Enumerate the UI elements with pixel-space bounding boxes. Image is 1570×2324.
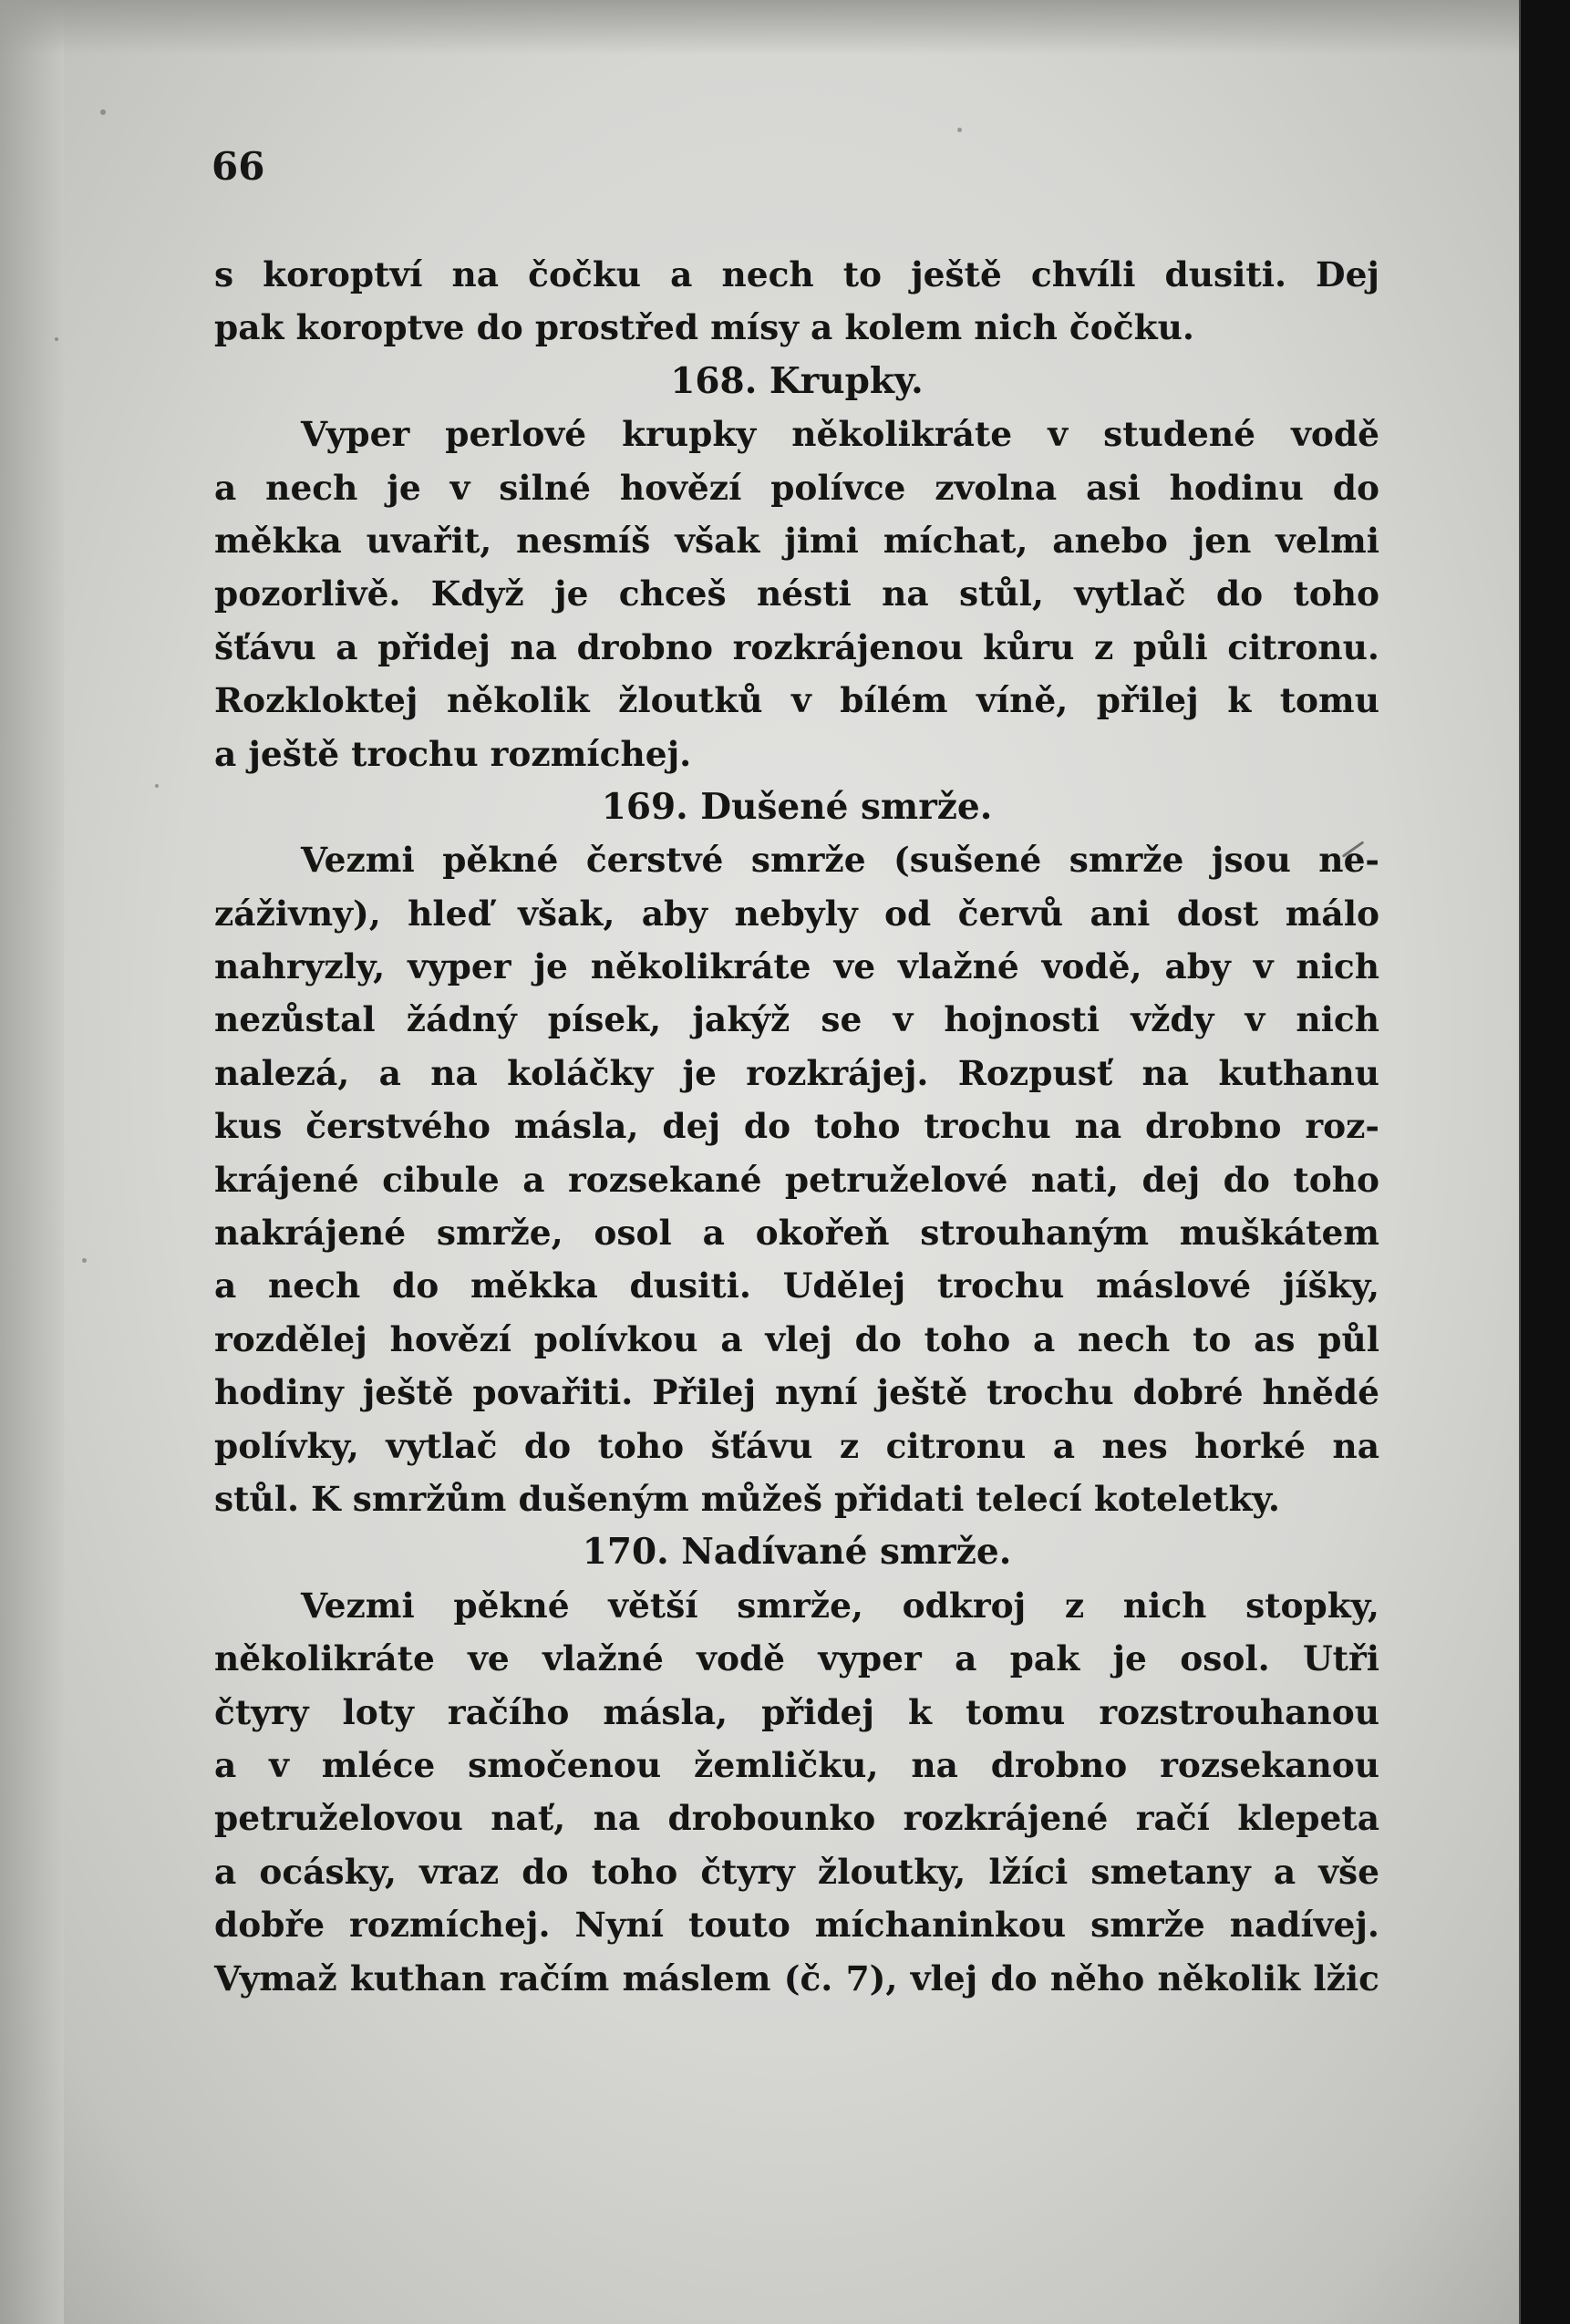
book-binding-edge — [1521, 0, 1570, 2324]
text-line: nahryzly, vyper je několikráte ve vlažné vodě, aby v nich — [214, 946, 1379, 987]
page-top-shadow — [0, 0, 1570, 55]
text-line: a ocásky, vraz do toho čtyry žloutky, lžíci smetany a vše — [214, 1851, 1379, 1892]
recipe-heading-169: 169. Dušené smrže. — [601, 785, 993, 828]
scan-speck — [100, 109, 106, 115]
scan-speck — [155, 784, 159, 788]
text-line: a nech do měkka dusiti. Udělej trochu máslové jíšky, — [214, 1265, 1379, 1307]
text-line: hodiny ještě povařiti. Přilej nyní ještě trochu dobré hnědé — [214, 1372, 1379, 1413]
text-line: petruželovou nať, na drobounko rozkrájené račí klepeta — [214, 1798, 1379, 1839]
text-line: nezůstal žádný písek, jakýž se v hojnosti vždy v nich — [214, 999, 1379, 1040]
text-line: rozdělej hovězí polívkou a vlej do toho a nech to as půl — [214, 1318, 1379, 1359]
page-left-shadow — [0, 0, 64, 2324]
text-line: a v mléce smočenou žemličku, na drobno rozsekanou — [214, 1744, 1379, 1785]
text-line: a ještě trochu rozmíchej. — [214, 733, 692, 774]
page-number: 66 — [212, 144, 265, 189]
recipe-heading-170: 170. Nadívané smrže. — [582, 1531, 1012, 1574]
scan-speck — [957, 128, 962, 132]
text-line: pozorlivě. Když je chceš nésti na stůl, vytlač do toho — [214, 573, 1379, 615]
text-line: šťávu a přidej na drobno rozkrájenou kůru z půli citronu. — [214, 626, 1379, 667]
text-line: čtyry loty račího másla, přidej k tomu rozstrouhanou — [214, 1691, 1379, 1732]
text-line: kus čerstvého másla, dej do toho trochu na drobno roz- — [214, 1106, 1379, 1147]
recipe-heading-168: 168. Krupky. — [670, 359, 924, 402]
text-line: Vyper perlové krupky několikráte v studené vodě — [301, 414, 1379, 455]
text-line: několikráte ve vlažné vodě vyper a pak je osol. Utři — [214, 1638, 1379, 1679]
text-line: Vezmi pěkné čerstvé smrže (sušené smrže jsou ne- — [301, 840, 1379, 881]
scan-speck — [55, 337, 58, 341]
text-line: záživny), hleď však, aby nebyly od červů ani dost málo — [214, 893, 1379, 934]
text-line: měkka uvařit, nesmíš však jimi míchat, anebo jen velmi — [214, 520, 1379, 561]
page-body — [214, 248, 1379, 2005]
text-line: dobře rozmíchej. Nyní touto míchaninkou smrže nadívej. — [214, 1905, 1379, 1946]
text-line: polívky, vytlač do toho šťávu z citronu a nes horké na — [214, 1425, 1379, 1466]
text-line: krájené cibule a rozsekané petruželové nati, dej do toho — [214, 1159, 1379, 1200]
text-line: Vymaž kuthan račím máslem (č. 7), vlej do něho několik lžic — [214, 1957, 1379, 1999]
text-line: nalezá, a na koláčky je rozkrájej. Rozpusť na kuthanu — [214, 1052, 1379, 1093]
scan-speck — [82, 1258, 87, 1263]
text-line: Vezmi pěkné větší smrže, odkroj z nich stopky, — [301, 1585, 1379, 1626]
text-line: pak koroptve do prostřed mísy a kolem nich čočku. — [214, 307, 1194, 348]
text-line: s koroptví na čočku a nech to ještě chvíli dusiti. Dej — [214, 254, 1379, 294]
text-line: Rozkloktej několik žloutků v bílém víně, přilej k tomu — [214, 680, 1379, 721]
text-line: stůl. K smržům dušeným můžeš přidati telecí koteletky. — [214, 1478, 1280, 1519]
text-line: a nech je v silné hovězí polívce zvolna asi hodinu do — [214, 467, 1379, 508]
text-line: nakrájené smrže, osol a okořeň strouhaným muškátem — [214, 1213, 1379, 1254]
